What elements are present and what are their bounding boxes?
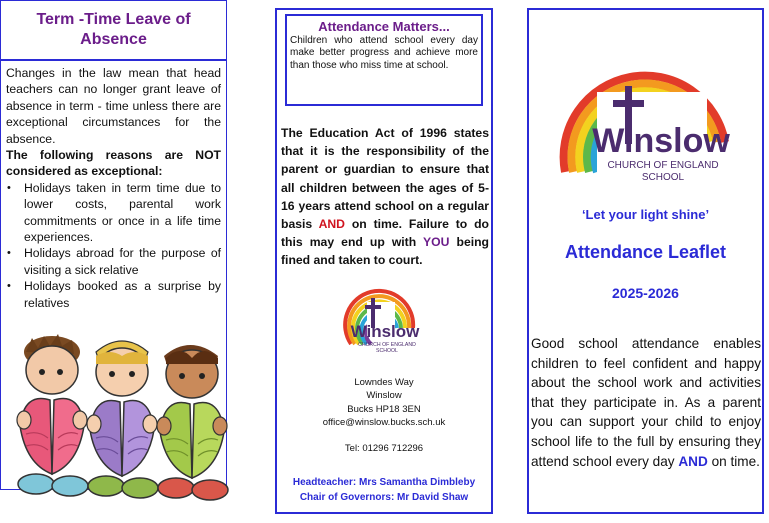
logo-sub2-small: SCHOOL [376,348,398,354]
headteacher-name: Headteacher: Mrs Samantha Dimbleby [292,477,476,488]
reasons-list [6,180,221,311]
school-logo-small [333,278,437,358]
school-leadership [277,475,491,505]
intro-and-highlight: AND [678,453,708,469]
cover-panel [527,8,764,514]
reasons-heading: The following reasons are NOT considered as exceptional: [6,148,221,179]
logo-sub1-large: CHURCH OF ENGLAND [607,160,719,171]
logo-wordmark-large: Winslow [592,122,730,160]
logo-wordmark-small: Winslow [350,322,420,341]
school-telephone: Tel: 01296 712296 [344,443,424,455]
school-motto: ‘Let your light shine’ [581,207,710,222]
attendance-matters-box [285,14,483,106]
attendance-matters-title: Attendance Matters... [318,19,450,34]
attendance-intro-text [531,334,761,471]
child-reading-middle [87,341,158,498]
address-line: Winslow [366,390,402,402]
address-line: Lowndes Way [354,377,414,388]
act-text-1: The Education Act of 1996 states that it is the responsibility of the parent or guardian to ensure that all children between the ages of 5-16 years attend school on a regular basis [281,126,489,232]
chair-of-governors-name: Chair of Governors: Mr David Shaw [299,492,469,503]
list-item: • Holidays booked as a surprise by relatives [6,278,221,311]
logo-sub2-large: SCHOOL [641,172,685,183]
academic-year: 2025-2026 [612,285,679,301]
list-item: • Holidays taken in term time due to lower costs, parental work commitments or once in a life time experiences. [6,180,221,246]
child-reading-right [157,345,228,500]
leave-title-text: Term -Time Leave of Absence [36,11,191,48]
list-item: • Holidays abroad for the purpose of visiting a sick relative [6,245,221,278]
children-reading-illustration [14,334,232,504]
logo-sub1-small: CHURCH OF ENGLAND [358,342,416,348]
address-line: Bucks HP18 3EN [347,403,421,415]
act-text-3: being fined and taken to court. [281,235,490,268]
attendance-matters-text: Children who attend school every day make better progress and achieve more than those who miss time at school. [290,35,478,71]
education-act-statement [281,124,489,270]
act-text-2: on time. Failure to do this may end up with [281,217,489,250]
intro-text-1: Good school attendance enables children to feel confident and happy about the school work and activities that they participate in. As a parent you can support your child to enjoy school life to the full by ensuring they attend school every day [531,336,761,469]
intro-text-2: on time. [707,453,760,469]
leave-of-absence-title [0,0,227,60]
school-logo-large [535,22,759,206]
leaflet-title: Attendance Leaflet [564,242,727,262]
child-reading-left [17,334,88,496]
attendance-matters-panel [275,8,493,514]
act-and-highlight: AND [318,217,345,232]
leave-intro: Changes in the law mean that head teachers can no longer grant leave of absence in term - time unless there are exceptional circumstances for the absence. [6,66,221,146]
act-you-highlight: YOU [423,235,450,250]
school-email: office@winslow.bucks.sch.uk [322,416,446,428]
school-address [277,376,491,455]
